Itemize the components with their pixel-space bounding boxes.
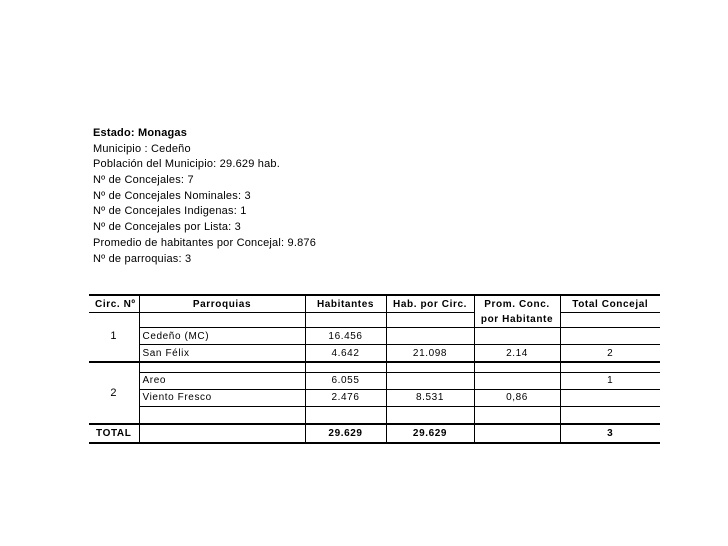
circ-2-number: 2	[89, 362, 139, 424]
nominales-label: Nº de Concejales Nominales: 3	[93, 189, 251, 202]
table-header-row	[89, 295, 660, 313]
estado-label: Estado: Monagas	[93, 127, 188, 139]
header-parroquias: Parroquias	[139, 295, 305, 313]
prom-cell	[474, 328, 560, 345]
table-header-row-2	[89, 313, 660, 328]
parroquias-count-label: Nº de parroquias: 3	[93, 252, 192, 265]
lista-label: Nº de Concejales por Lista: 3	[93, 221, 242, 234]
prom-cell: 2.14	[474, 345, 560, 363]
table-row	[89, 372, 660, 389]
header-prom-line2: por Habitante	[474, 313, 560, 328]
table-row	[89, 345, 660, 363]
header-hab-circ: Hab. por Circ.	[386, 295, 474, 313]
prom-cell	[474, 372, 560, 389]
header-prom-line1: Prom. Conc.	[474, 295, 560, 313]
total-cell	[560, 389, 660, 406]
poblacion-label: Población del Municipio: 29.629 hab.	[93, 158, 280, 171]
hab-circ-cell	[386, 372, 474, 389]
header-circ: Circ. Nº	[89, 295, 139, 313]
hab-circ-cell: 8.531	[386, 389, 474, 406]
total-cell	[560, 328, 660, 345]
habitantes-cell: 4.642	[305, 345, 386, 363]
total-concejal-cell: 3	[560, 424, 660, 443]
spacer-row	[89, 406, 660, 424]
habitantes-cell: 2.476	[305, 389, 386, 406]
hab-circ-cell	[386, 328, 474, 345]
prom-cell: 0,86	[474, 389, 560, 406]
circunscripciones-table	[89, 294, 660, 444]
parroquia-cell: Areo	[139, 372, 305, 389]
municipality-info	[93, 126, 316, 267]
table-row	[89, 389, 660, 406]
total-row	[89, 424, 660, 443]
total-parroquia-cell	[139, 424, 305, 443]
parroquia-cell: Viento Fresco	[139, 389, 305, 406]
concejales-label: Nº de Concejales: 7	[93, 174, 194, 187]
total-prom-cell	[474, 424, 560, 443]
spacer-row	[89, 362, 660, 372]
table-row	[89, 328, 660, 345]
total-habitantes-cell: 29.629	[305, 424, 386, 443]
total-cell: 1	[560, 372, 660, 389]
hab-circ-cell: 21.098	[386, 345, 474, 363]
header-habitantes: Habitantes	[305, 295, 386, 313]
promedio-label: Promedio de habitantes por Concejal: 9.876	[93, 236, 317, 249]
habitantes-cell: 16.456	[305, 328, 386, 345]
parroquia-cell: Cedeño (MC)	[139, 328, 305, 345]
habitantes-cell: 6.055	[305, 372, 386, 389]
municipio-label: Municipio : Cedeño	[93, 142, 191, 155]
total-label: TOTAL	[89, 424, 139, 443]
circ-1-number: 1	[89, 328, 139, 363]
total-cell: 2	[560, 345, 660, 363]
parroquia-cell: San Félix	[139, 345, 305, 363]
header-total-concejal: Total Concejal	[560, 295, 660, 313]
indigenas-label: Nº de Concejales Indigenas: 1	[93, 205, 247, 218]
total-hab-circ-cell: 29.629	[386, 424, 474, 443]
